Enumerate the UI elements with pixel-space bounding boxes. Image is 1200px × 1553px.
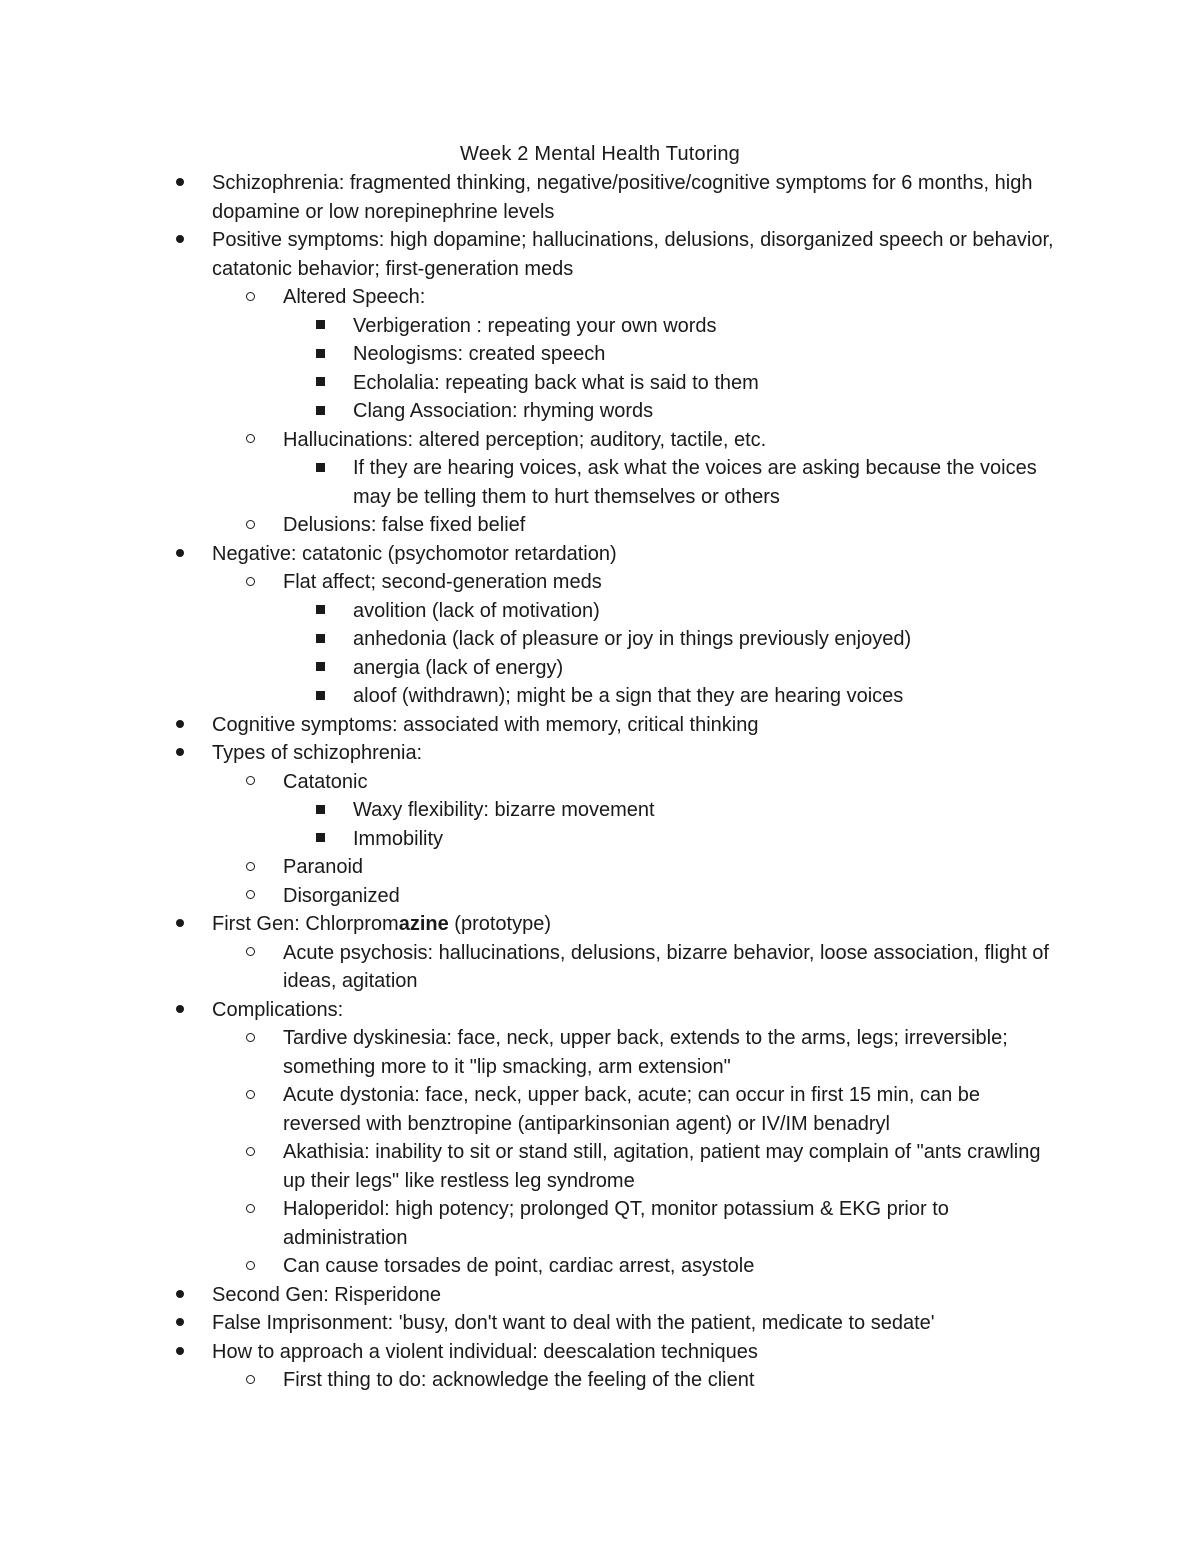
list-item-text: Delusions: false fixed belief [283, 514, 526, 536]
square-bullet-icon [316, 397, 325, 426]
list-item [0, 568, 1200, 597]
square-bullet-icon [316, 654, 325, 683]
list-item-text: Neologisms: created speech [353, 343, 606, 365]
hollow-circle-bullet-icon [246, 939, 255, 968]
list-item-text-part: First Gen: Chlorprom [212, 913, 399, 935]
list-item-text: anergia (lack of energy) [353, 656, 564, 679]
filled-bullet-icon [176, 226, 184, 255]
square-bullet-icon [316, 597, 325, 626]
list-item [0, 1366, 1200, 1395]
list-item-text: How to approach a violent individual: deescalation techniques [212, 1340, 758, 1363]
list-item [0, 739, 1200, 768]
list-item [0, 825, 1200, 854]
list-item-text: Schizophrenia: fragmented thinking, negative/positive/cognitive symptoms for 6 months, high dopamine or low norepinephrine levels [212, 172, 1033, 223]
list-item [0, 711, 1200, 740]
list-item [0, 625, 1200, 654]
list-item-text: aloof (withdrawn); might be a sign that they are hearing voices [353, 685, 904, 707]
list-item-text: Akathisia: inability to sit or stand still, agitation, patient may complain of "ants crawling up their legs" like restless leg syndrome [283, 1141, 1041, 1192]
list-item [0, 910, 1200, 939]
square-bullet-icon [316, 796, 325, 825]
hollow-circle-bullet-icon [246, 1138, 255, 1167]
list-item [0, 597, 1200, 626]
list-item [0, 1338, 1200, 1367]
list-item-text: Cognitive symptoms: associated with memory, critical thinking [212, 713, 759, 736]
list-item [0, 939, 1200, 996]
list-item [0, 1024, 1200, 1081]
list-item [0, 340, 1200, 369]
square-bullet-icon [316, 454, 325, 483]
list-item [0, 654, 1200, 683]
list-item-text: Immobility [353, 827, 444, 850]
list-item-text: Acute dystonia: face, neck, upper back, acute; can occur in first 15 min, can be reversed with benztropine (antiparkinsonian agent) or IV/IM benadryl [283, 1084, 981, 1135]
list-item-text: Positive symptoms: high dopamine; hallucinations, delusions, disorganized speech or behavior, catatonic behavior; first-generation meds [212, 229, 1054, 280]
list-item [0, 226, 1200, 283]
list-item-text: False Imprisonment: 'busy, don't want to deal with the patient, medicate to sedate' [212, 1312, 935, 1334]
hollow-circle-bullet-icon [246, 568, 255, 597]
square-bullet-icon [316, 312, 325, 341]
list-item-text-bold: azine [398, 913, 449, 935]
list-item [0, 426, 1200, 455]
list-item-text: First thing to do: acknowledge the feeling of the client [283, 1369, 755, 1391]
hollow-circle-bullet-icon [246, 426, 255, 455]
hollow-circle-bullet-icon [246, 511, 255, 540]
list-item-text: Verbigeration : repeating your own words [353, 314, 717, 337]
filled-bullet-icon [176, 996, 184, 1025]
list-item [0, 853, 1200, 882]
list-item-text: Echolalia: repeating back what is said to them [353, 371, 759, 394]
list-item-text: Disorganized [283, 884, 400, 907]
list-item-text: Flat affect; second-generation meds [283, 571, 602, 593]
list-item-text: Acute psychosis: hallucinations, delusions, bizarre behavior, loose association, flight of ideas, agitation [283, 941, 1049, 992]
notes-outline [0, 169, 1200, 1395]
list-item [0, 369, 1200, 398]
page-title: Week 2 Mental Health Tutoring [459, 143, 741, 165]
hollow-circle-bullet-icon [246, 283, 255, 312]
list-item [0, 996, 1200, 1025]
hollow-circle-bullet-icon [246, 1366, 255, 1395]
list-item-text: avolition (lack of motivation) [353, 599, 600, 622]
list-item [0, 1138, 1200, 1195]
list-item-text: Tardive dyskinesia: face, neck, upper back, extends to the arms, legs; irreversible; something more to it "lip smacking, arm extension" [283, 1027, 1008, 1078]
square-bullet-icon [316, 625, 325, 654]
filled-bullet-icon [176, 169, 184, 198]
list-item-text-part: (prototype) [448, 913, 552, 935]
hollow-circle-bullet-icon [246, 1081, 255, 1110]
hollow-circle-bullet-icon [246, 882, 255, 911]
list-item-text: Clang Association: rhyming words [353, 400, 654, 422]
hollow-circle-bullet-icon [246, 768, 255, 797]
list-item [0, 283, 1200, 312]
list-item [0, 397, 1200, 426]
list-item [0, 882, 1200, 911]
hollow-circle-bullet-icon [246, 1195, 255, 1224]
square-bullet-icon [316, 369, 325, 398]
list-item-text: Altered Speech: [283, 286, 426, 308]
list-item [0, 511, 1200, 540]
list-item [0, 682, 1200, 711]
hollow-circle-bullet-icon [246, 1252, 255, 1281]
filled-bullet-icon [176, 739, 184, 768]
list-item-text: Negative: catatonic (psychomotor retardation) [212, 542, 617, 565]
filled-bullet-icon [176, 910, 184, 939]
list-item-text: Catatonic [283, 770, 368, 793]
hollow-circle-bullet-icon [246, 1024, 255, 1053]
filled-bullet-icon [176, 1281, 184, 1310]
list-item [0, 1081, 1200, 1138]
list-item [0, 454, 1200, 511]
list-item-text: Haloperidol: high potency; prolonged QT, monitor potassium & EKG prior to administration [283, 1198, 949, 1249]
list-item [0, 796, 1200, 825]
filled-bullet-icon [176, 1338, 184, 1367]
list-item-text: Hallucinations: altered perception; auditory, tactile, etc. [283, 428, 767, 451]
filled-bullet-icon [176, 711, 184, 740]
list-item [0, 1309, 1200, 1338]
list-item-text: anhedonia (lack of pleasure or joy in things previously enjoyed) [353, 628, 912, 650]
hollow-circle-bullet-icon [246, 853, 255, 882]
list-item [0, 540, 1200, 569]
square-bullet-icon [316, 682, 325, 711]
list-item-text: Types of schizophrenia: [212, 742, 423, 764]
square-bullet-icon [316, 340, 325, 369]
list-item-text: Complications: [212, 998, 344, 1021]
list-item-text: Second Gen: Risperidone [212, 1283, 442, 1306]
list-item [0, 169, 1200, 226]
list-item [0, 1281, 1200, 1310]
filled-bullet-icon [176, 1309, 184, 1338]
list-item-text: Waxy flexibility: bizarre movement [353, 799, 655, 821]
list-item [0, 1252, 1200, 1281]
square-bullet-icon [316, 825, 325, 854]
list-item-text: If they are hearing voices, ask what the voices are asking because the voices may be telling them to hurt themselves or others [353, 457, 1037, 508]
list-item [0, 768, 1200, 797]
filled-bullet-icon [176, 540, 184, 569]
list-item-text: Can cause torsades de point, cardiac arrest, asystole [283, 1255, 755, 1277]
list-item-text: Paranoid [283, 856, 364, 878]
list-item [0, 1195, 1200, 1252]
list-item [0, 312, 1200, 341]
